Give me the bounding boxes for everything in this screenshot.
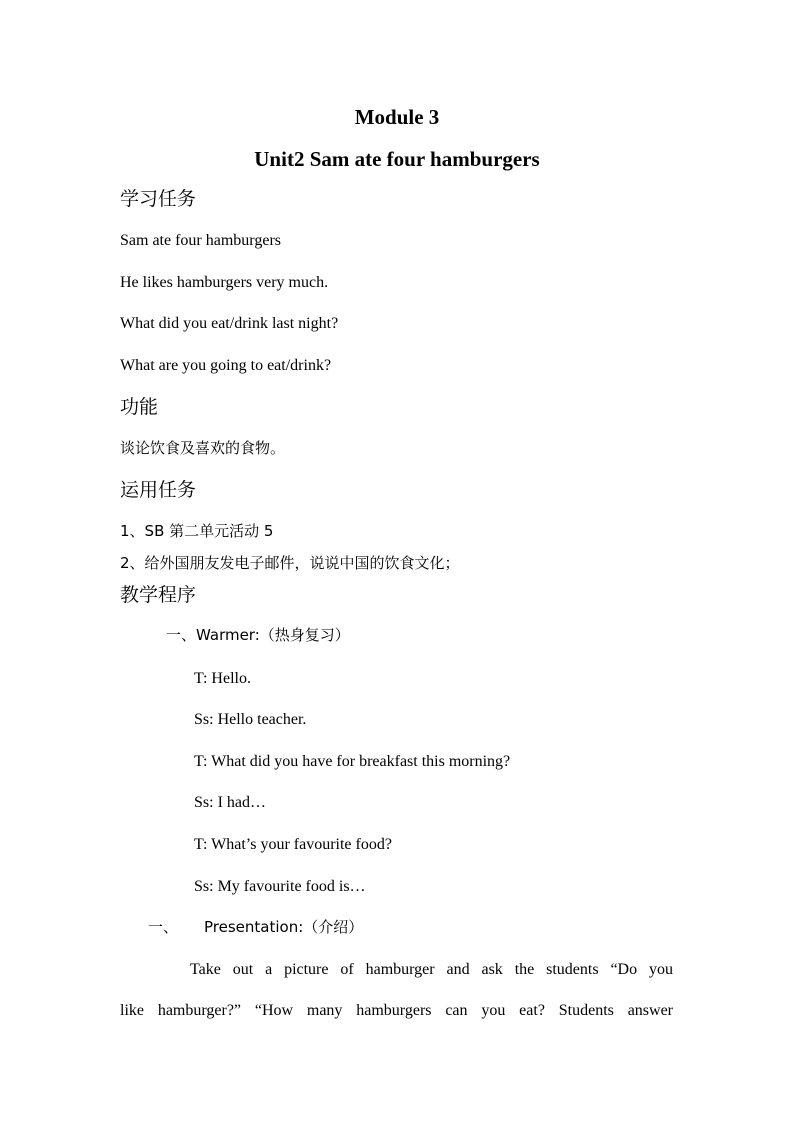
learning-task-item: What are you going to eat/drink? (120, 357, 332, 374)
dialogue-line: T: Hello. (194, 670, 251, 687)
presentation-paragraph-line: like hamburger?” “How many hamburgers can you eat? Students answer (120, 1002, 673, 1019)
section-heading-application-tasks: 运用任务 (120, 479, 197, 501)
dialogue-line: T: What did you have for breakfast this morning? (194, 753, 511, 770)
document-subtitle: Unit2 Sam ate four hamburgers (254, 147, 540, 171)
document-title: Module 3 (354, 105, 440, 129)
learning-task-item: He likes hamburgers very much. (120, 274, 329, 291)
presentation-label: Presentation:（介绍） (204, 918, 364, 936)
learning-task-item: What did you eat/drink last night? (120, 315, 339, 332)
warmer-label: 一、Warmer:（热身复习） (166, 626, 350, 644)
function-text: 谈论饮食及喜欢的食物。 (120, 439, 286, 457)
section-heading-learning-tasks: 学习任务 (120, 188, 197, 210)
application-task-item: 1、SB 第二单元活动 5 (120, 522, 274, 540)
application-task-item: 2、给外国朋友发电子邮件，说说中国的饮食文化； (120, 554, 460, 572)
presentation-number: 一、 (148, 918, 179, 936)
learning-task-item: Sam ate four hamburgers (120, 232, 281, 249)
section-heading-teaching-procedure: 教学程序 (120, 584, 197, 606)
section-heading-function: 功能 (120, 396, 159, 418)
dialogue-line: Ss: I had… (194, 794, 266, 811)
dialogue-line: Ss: My favourite food is… (194, 878, 366, 895)
dialogue-line: Ss: Hello teacher. (194, 711, 307, 728)
dialogue-line: T: What’s your favourite food? (194, 836, 392, 853)
presentation-paragraph-line: Take out a picture of hamburger and ask the students “Do you (190, 961, 673, 978)
